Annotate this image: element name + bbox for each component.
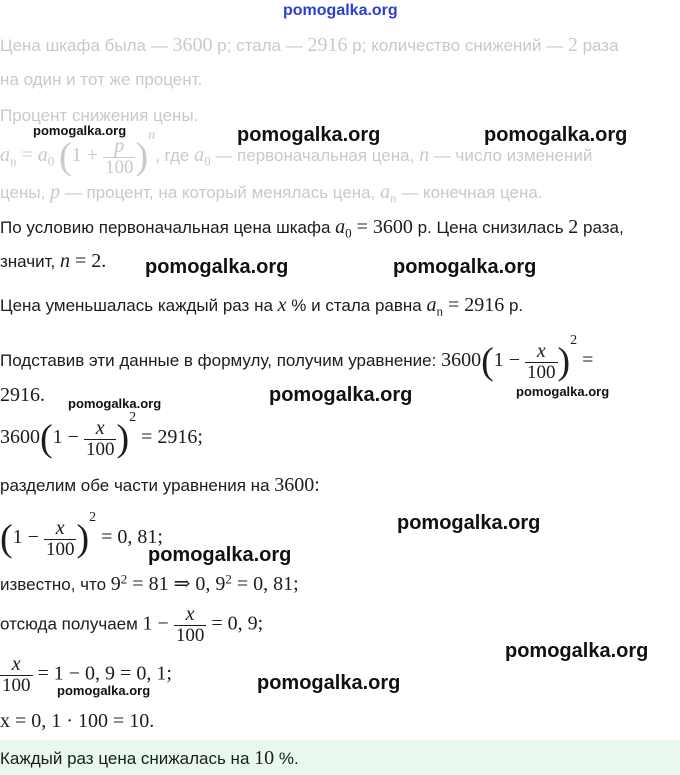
intro-formula: $a_n = a_0$ (1 + $\frac{p}{100}$ )$^n$, где $a_0$ — первоначальная цена, n — число изменений: [0, 128, 593, 178]
watermark: pomogalka.org: [516, 384, 610, 399]
intro-line-3: Процент снижения цены.: [0, 106, 199, 125]
watermark: pomogalka.org: [484, 124, 628, 146]
watermark: pomogalka.org: [237, 124, 381, 146]
answer-box: [0, 740, 680, 775]
watermark: pomogalka.org: [57, 683, 151, 698]
watermark: pomogalka.org: [505, 640, 649, 662]
step-final-price: Цена уменьшалась каждый раз на x % и стала равна $a_n = 2916$ р.: [0, 294, 524, 319]
watermark: pomogalka.org: [68, 396, 162, 411]
watermark: pomogalka.org: [257, 672, 401, 694]
watermark: pomogalka.org: [33, 123, 127, 138]
step-divide: разделим обе части уравнения на 3600:: [0, 474, 320, 496]
intro-line-2: на один и тот же процент.: [0, 70, 203, 89]
step-2916: 2916.: [0, 384, 45, 406]
intro-line-1: Цена шкафа была — 3600 р; стала — 2916 р; количество снижений — 2 раза: [0, 34, 619, 56]
equation-1: 3600(1 − $\frac{x}{100}$ )$^2$ = 2916;: [0, 410, 203, 460]
answer-text: Каждый раз цена снижалась на 10 %.: [0, 747, 299, 769]
step-derive: отсюда получаем 1 − $\frac{x}{100}$ = 0, 9;: [0, 603, 264, 646]
step-known: известно, что $9^2 = 81$ ⇒ 0, $9^2 = 0$, 81;: [0, 571, 299, 595]
watermark: pomogalka.org: [269, 384, 413, 406]
site-header-link[interactable]: pomogalka.org: [283, 2, 398, 19]
intro-line-5: цены, p — процент, на который менялась цена, $a_n$ — конечная цена.: [0, 181, 543, 206]
watermark: pomogalka.org: [145, 256, 289, 278]
watermark: pomogalka.org: [397, 512, 541, 534]
step-substitute: Подставив эти данные в формулу, получим уравнение: 3600(1 − $\frac{x}{100}$ )$^2$ =: [0, 333, 594, 383]
step-initial-price: По условию первоначальная цена шкафа $a_0 = 3600$ р. Цена снизилась 2 раза,: [0, 216, 624, 241]
equation-3: $\frac{x}{100}$ = 1 − 0, 9 = 0, 1;: [2, 653, 172, 696]
equation-2: (1 − $\frac{x}{100}$ )$^2$ = 0, 81;: [0, 510, 163, 560]
watermark: pomogalka.org: [393, 256, 537, 278]
final-equation: x = 0, 1 · 100 = 10.: [0, 710, 155, 732]
watermark: pomogalka.org: [148, 544, 292, 566]
step-n-value: значит, n = 2.: [0, 250, 107, 272]
